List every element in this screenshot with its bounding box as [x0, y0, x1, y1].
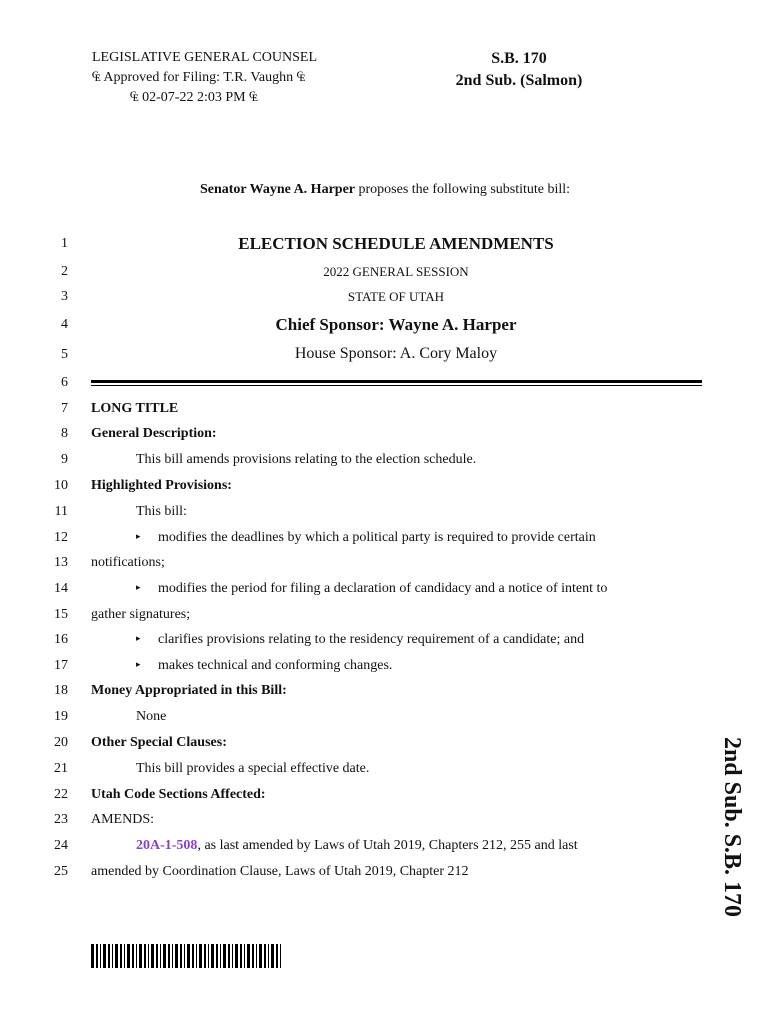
special-clause-text: This bill provides a special effective date.	[136, 761, 370, 776]
line-number: 4	[61, 317, 68, 332]
line-number: 14	[54, 581, 68, 596]
line-number: 13	[54, 555, 68, 570]
heading-special-clauses: Other Special Clauses:	[91, 735, 227, 750]
bullet-icon: ▸	[136, 582, 141, 592]
session-label: 2022 GENERAL SESSION	[323, 264, 469, 279]
intro-rest: proposes the following substitute bill:	[355, 182, 571, 197]
line-number: 15	[54, 607, 68, 622]
provision-text: modifies the period for filing a declaration of candidacy and a notice of intent to	[158, 581, 608, 596]
office-name: LEGISLATIVE GENERAL COUNSEL	[92, 50, 318, 65]
line-number: 3	[61, 289, 68, 304]
state-label: STATE OF UTAH	[347, 289, 445, 304]
line-number: 11	[54, 504, 68, 519]
line-number: 6	[61, 375, 68, 390]
code-section-line	[136, 838, 578, 854]
line-number: 9	[61, 452, 68, 467]
substitute-label: 2nd Sub. (Salmon)	[455, 72, 583, 89]
line-number: 7	[61, 401, 68, 416]
bill-title: ELECTION SCHEDULE AMENDMENTS	[238, 234, 554, 253]
line-number: 21	[54, 761, 68, 776]
bullet-icon: ▸	[136, 633, 141, 643]
provision-text: clarifies provisions relating to the residency requirement of a candidate; and	[158, 632, 585, 647]
amends-label: AMENDS:	[91, 812, 155, 827]
provision-item	[136, 632, 584, 648]
intro-line	[0, 182, 770, 198]
header-right	[446, 48, 592, 92]
line-number: 16	[54, 632, 68, 647]
description-text: This bill amends provisions relating to the election schedule.	[136, 452, 477, 467]
this-bill-text: This bill:	[136, 504, 187, 519]
side-label-text: 2nd Sub. S.B. 170	[719, 736, 745, 918]
provision-item	[136, 530, 596, 546]
heading-code-sections: Utah Code Sections Affected:	[91, 787, 266, 802]
line-number: 2	[61, 264, 68, 279]
provision-item	[136, 581, 607, 597]
bill-number: S.B. 170	[491, 50, 547, 67]
provision-continuation: gather signatures;	[91, 607, 191, 622]
line-number: 12	[54, 530, 68, 545]
code-section-text: , as last amended by Laws of Utah 2019, Chapters 212, 255 and last	[197, 838, 578, 853]
provision-text: modifies the deadlines by which a political party is required to provide certain	[158, 530, 596, 545]
code-section-continuation: amended by Coordination Clause, Laws of Utah 2019, Chapter 212	[91, 864, 469, 879]
house-sponsor: House Sponsor: A. Cory Maloy	[294, 345, 498, 362]
line-number: 18	[54, 683, 68, 698]
line-number: 22	[54, 787, 68, 802]
barcode-graphic	[91, 944, 283, 968]
provision-continuation: notifications;	[91, 555, 165, 570]
line-number: 1	[61, 236, 68, 251]
heading-money-appropriated: Money Appropriated in this Bill:	[91, 683, 287, 698]
approval-stamp: ₠ Approved for Filing: T.R. Vaughn ₠	[92, 70, 306, 85]
provision-item	[136, 658, 392, 674]
chief-sponsor: Chief Sponsor: Wayne A. Harper	[275, 315, 517, 334]
money-text: None	[136, 709, 167, 724]
line-number: 24	[54, 838, 68, 853]
code-section-link[interactable]: 20A-1-508	[136, 838, 198, 853]
double-rule-top	[91, 380, 702, 383]
line-number: 23	[54, 812, 68, 827]
intro-senator: Senator Wayne A. Harper	[199, 182, 355, 197]
line-number: 17	[54, 658, 68, 673]
line-number: 25	[54, 864, 68, 879]
barcode	[91, 944, 283, 968]
filing-datetime: ₠ 02-07-22 2:03 PM ₠	[130, 90, 258, 105]
bullet-icon: ▸	[136, 659, 141, 669]
line-number: 10	[54, 478, 68, 493]
line-number: 19	[54, 709, 68, 724]
heading-long-title: LONG TITLE	[91, 401, 179, 416]
bullet-icon: ▸	[136, 531, 141, 541]
line-number: 5	[61, 347, 68, 362]
side-label	[712, 722, 752, 932]
double-rule-bottom	[91, 385, 702, 386]
line-number: 20	[54, 735, 68, 750]
heading-general-description: General Description:	[91, 426, 217, 441]
provision-text: makes technical and conforming changes.	[158, 658, 393, 673]
line-number: 8	[61, 426, 68, 441]
heading-highlighted-provisions: Highlighted Provisions:	[91, 478, 232, 493]
header-left	[92, 48, 317, 108]
